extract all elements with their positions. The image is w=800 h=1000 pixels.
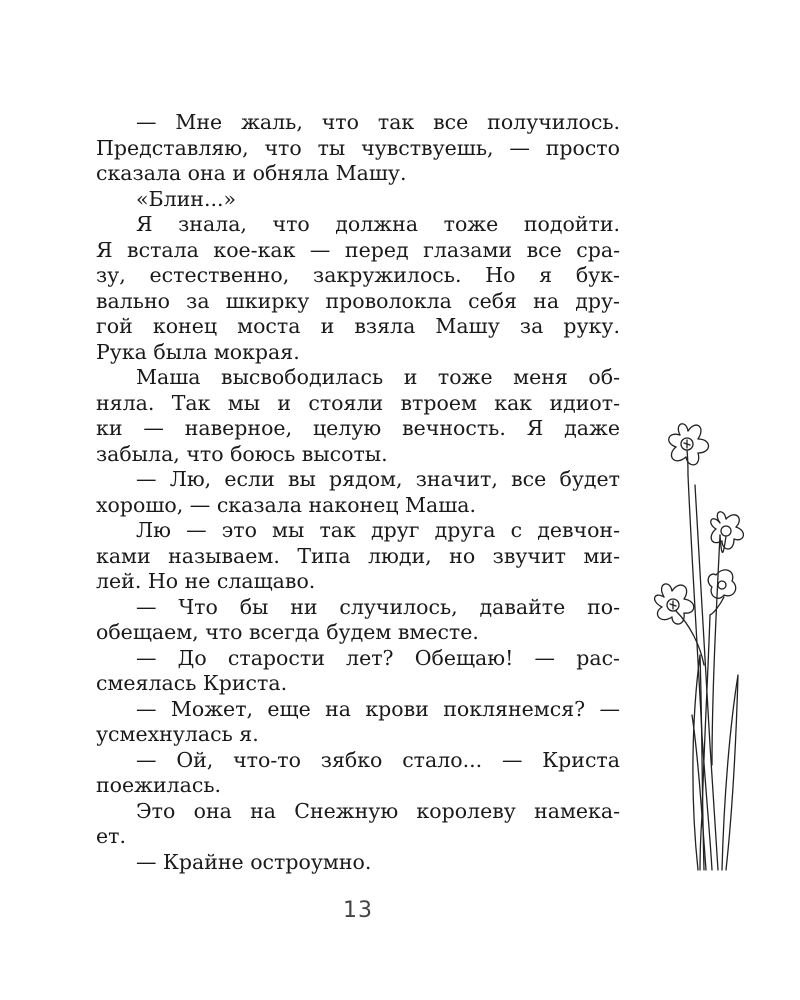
text-line: обещаем, что всегда будем вместе. <box>96 620 479 644</box>
text-line: сказала она и обняла Машу. <box>96 161 407 185</box>
text-line: Представляю, что ты чувствуешь, — просто <box>96 135 620 160</box>
text-line: Это она на Снежную королеву намека- <box>136 798 620 823</box>
text-line: ет. <box>96 824 126 848</box>
text-line: Рука была мокрая. <box>96 339 300 364</box>
text-line: — Ой, что-то зябко стало... — Криста <box>136 747 620 772</box>
text-line: ками называем. Типа люди, но звучит ми- <box>96 543 620 568</box>
text-line: няла. Так мы и стояли втроем как идиот- <box>96 390 620 415</box>
text-line: ки — наверное, целую вечность. Я даже <box>96 416 620 440</box>
page-text <box>96 110 620 875</box>
text-line: гой конец моста и взяла Машу за руку. <box>96 314 620 338</box>
daffodil-illustration <box>640 415 760 875</box>
text-line: — Может, еще на крови поклянемся? — <box>136 696 620 721</box>
text-line: лей. Но не слащаво. <box>96 569 316 593</box>
text-line: усмехнулась я. <box>96 722 259 746</box>
text-line: — До старости лет? Обещаю! — рас- <box>136 645 620 670</box>
text-line: забыла, что боюсь высоты. <box>96 441 388 466</box>
text-line: — Крайне остроумно. <box>136 849 372 874</box>
text-line: вально за шкирку проволокла себя на дру- <box>96 288 620 313</box>
text-line: «Блин...» <box>136 186 237 211</box>
text-line: Я встала кое-как — перед глазами все сра- <box>96 237 620 262</box>
text-line: — Мне жаль, что так все получилось. <box>136 110 620 134</box>
text-line: — Лю, если вы рядом, значит, все будет <box>136 467 620 491</box>
page-number: 13 <box>343 898 373 923</box>
text-line: — Что бы ни случилось, давайте по- <box>136 594 620 619</box>
text-line: зу, естественно, закружилось. Но я бук- <box>96 263 620 287</box>
text-line: поежилась. <box>96 773 222 797</box>
text-line: Лю — это мы так друг друга с девчон- <box>136 518 620 542</box>
text-line: Маша высвободилась и тоже меня об- <box>136 365 620 389</box>
text-line: смеялась Криста. <box>96 671 288 695</box>
text-line: Я знала, что должна тоже подойти. <box>136 212 620 236</box>
text-line: хорошо, — сказала наконец Маша. <box>96 492 477 517</box>
